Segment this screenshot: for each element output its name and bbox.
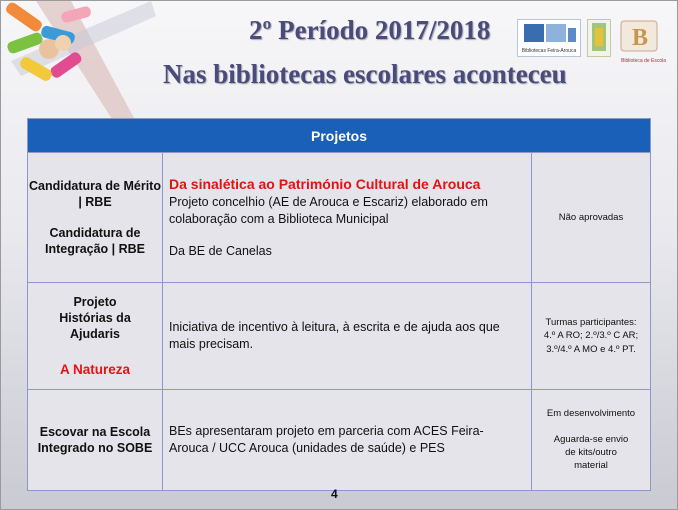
library-b-logo-icon — [619, 19, 667, 64]
row-status-cell — [532, 283, 651, 390]
row-status: 3.º/4.º A MO e 4.º PT. — [546, 343, 636, 355]
row-label-cell — [28, 153, 163, 283]
hands-decoration-icon — [1, 1, 161, 136]
row-status: 4.º A RO; 2.º/3.º C AR; — [543, 330, 639, 342]
library-network-logo-icon — [517, 19, 581, 57]
projects-table — [27, 118, 651, 491]
row-description-cell — [163, 283, 532, 390]
row-label: Candidatura de Mérito | RBE — [29, 179, 161, 210]
row-status: Em desenvolvimento — [546, 408, 636, 420]
row-description: Da BE de Canelas — [169, 244, 272, 259]
row-description-cell — [163, 153, 532, 283]
page-number: 4 — [331, 487, 338, 501]
slide-title: 2º Período 2017/2018 — [249, 15, 491, 45]
table-row — [28, 153, 651, 283]
row-label-highlight: A Natureza — [59, 361, 131, 377]
row-description: Iniciativa de incentivo à leitura, à escrita e de ajuda aos que mais precisam. — [169, 320, 500, 351]
svg-text:B: B — [632, 25, 649, 51]
table-heading: Projetos — [28, 119, 651, 153]
row-description: BEs apresentaram projeto em parceria com ACES Feira-Arouca / UCC Arouca (unidades de saúde) e PES — [169, 424, 484, 455]
table-row — [28, 283, 651, 390]
school-logo-icon — [587, 19, 611, 57]
row-label: Projeto Histórias da Ajudaris — [59, 294, 131, 342]
row-label-cell — [28, 283, 163, 390]
project-title: Da sinalética ao Património Cultural de Arouca — [169, 175, 481, 192]
row-status-cell — [532, 153, 651, 283]
row-label: Escovar na Escola Integrado no SOBE — [37, 424, 153, 455]
row-description-cell — [163, 390, 532, 491]
row-status: Aguarda-se envio de kits/outro material — [553, 433, 629, 472]
library-network-logo-text: Bibliotecas Feira-Arouca — [521, 48, 577, 54]
row-label: Candidatura de Integração | RBE — [44, 225, 146, 256]
row-status-cell — [532, 390, 651, 491]
row-label-cell — [28, 390, 163, 491]
library-b-logo-text: Biblioteca de Escola — [621, 58, 667, 64]
table-row — [28, 390, 651, 491]
row-description: Projeto concelhio (AE de Arouca e Escariz) elaborado em colaboração com a Biblioteca Municipal — [169, 194, 488, 226]
slide-subtitle: Nas bibliotecas escolares aconteceu — [163, 59, 567, 89]
row-status: Turmas participantes: — [545, 317, 637, 329]
row-status: Não aprovadas — [558, 211, 624, 223]
